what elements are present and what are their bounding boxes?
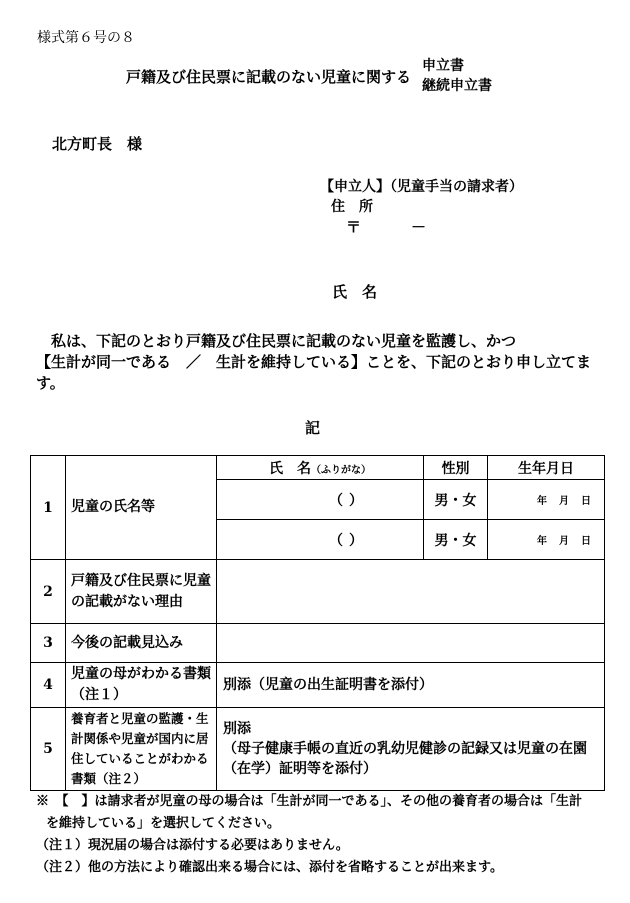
row-number: 5: [31, 708, 66, 791]
table-row: [31, 456, 605, 480]
birthdate-header: 生年月日: [488, 456, 605, 480]
row-number: 1: [31, 456, 66, 560]
declaration-text: [36, 331, 606, 394]
sex-cell-2[interactable]: 男・女: [424, 520, 488, 560]
name-header: [217, 456, 424, 480]
sex-header: 性別: [424, 456, 488, 480]
sex-cell-1[interactable]: 男・女: [424, 480, 488, 520]
declaration-line-2: 【生計が同一である ／ 生計を維持している】ことを、下記のとおり申し立てます。: [36, 353, 592, 392]
row-label: 児童の母がわかる書類（注１）: [66, 663, 217, 708]
table-row: [31, 560, 605, 624]
row-content: 別添（児童の出生証明書を添付）: [217, 663, 605, 708]
name-header-label: 氏 名: [269, 460, 311, 477]
table-row: [31, 663, 605, 708]
children-table: [30, 455, 605, 791]
address-label: 住 所: [331, 199, 373, 215]
row-number: 3: [31, 624, 66, 663]
row-content-line-1: 別添: [223, 721, 251, 737]
note-1: （注１）現況届の場合は添付する必要はありません。: [36, 838, 349, 853]
page-title: 戸籍及び住民票に記載のない児童に関する: [126, 68, 412, 86]
outlook-cell[interactable]: [217, 624, 605, 663]
notes: [36, 791, 606, 879]
table-row: [31, 708, 605, 791]
applicant-heading: 【申立人】（児童手当の請求者）: [320, 179, 523, 195]
paren-close: ）: [349, 492, 363, 509]
row-label: 今後の記載見込み: [66, 624, 217, 663]
title-option-application: 申立書: [422, 58, 464, 74]
postal-dash: －: [411, 218, 427, 236]
row-label: 戸籍及び住民票に児童の記載がない理由: [66, 560, 217, 624]
declaration-line-1: 私は、下記のとおり戸籍及び住民票に記載のない児童を監護し、かつ: [51, 332, 517, 350]
note-asterisk-line-1: ※ 【 】は請求者が児童の母の場合は「生計が同一である」、その他の養育者の場合は「生計: [36, 794, 583, 809]
paren-open: （: [329, 492, 343, 509]
note-2: （注２）他の方法により確認出来る場合には、添付を省略することが出来ます。: [36, 860, 503, 875]
title-option-continuation: 継続申立書: [422, 78, 492, 94]
birthdate-cell-2[interactable]: 年 月 日: [488, 520, 605, 560]
note-asterisk-line-2: を維持している」を選択してください。: [46, 816, 281, 831]
table-row: [31, 624, 605, 663]
row-content: [217, 708, 605, 791]
postal-mark: 〒: [346, 218, 362, 236]
paren-open: （: [329, 532, 343, 549]
ki-heading: 記: [305, 419, 321, 437]
child-name-cell-2[interactable]: [217, 520, 424, 560]
name-label: 氏 名: [332, 283, 378, 301]
addressee: 北方町長 様: [52, 135, 143, 153]
row-number: 2: [31, 560, 66, 624]
child-name-cell-1[interactable]: [217, 480, 424, 520]
row-number: 4: [31, 663, 66, 708]
form-number: 様式第６号の８: [37, 30, 135, 46]
paren-close: ）: [349, 532, 363, 549]
row-content-line-2: （母子健康手帳の直近の乳幼児健診の記録又は児童の在園（在学）証明等を添付）: [223, 741, 587, 777]
furigana-label: （ふりがな）: [311, 464, 371, 476]
row-label: 養育者と児童の監護・生計関係や児童が国内に居住していることがわかる書類（注２）: [66, 708, 217, 791]
birthdate-cell-1[interactable]: 年 月 日: [488, 480, 605, 520]
title-options: [422, 56, 492, 96]
reason-cell[interactable]: [217, 560, 605, 624]
row-label: 児童の氏名等: [66, 456, 217, 560]
